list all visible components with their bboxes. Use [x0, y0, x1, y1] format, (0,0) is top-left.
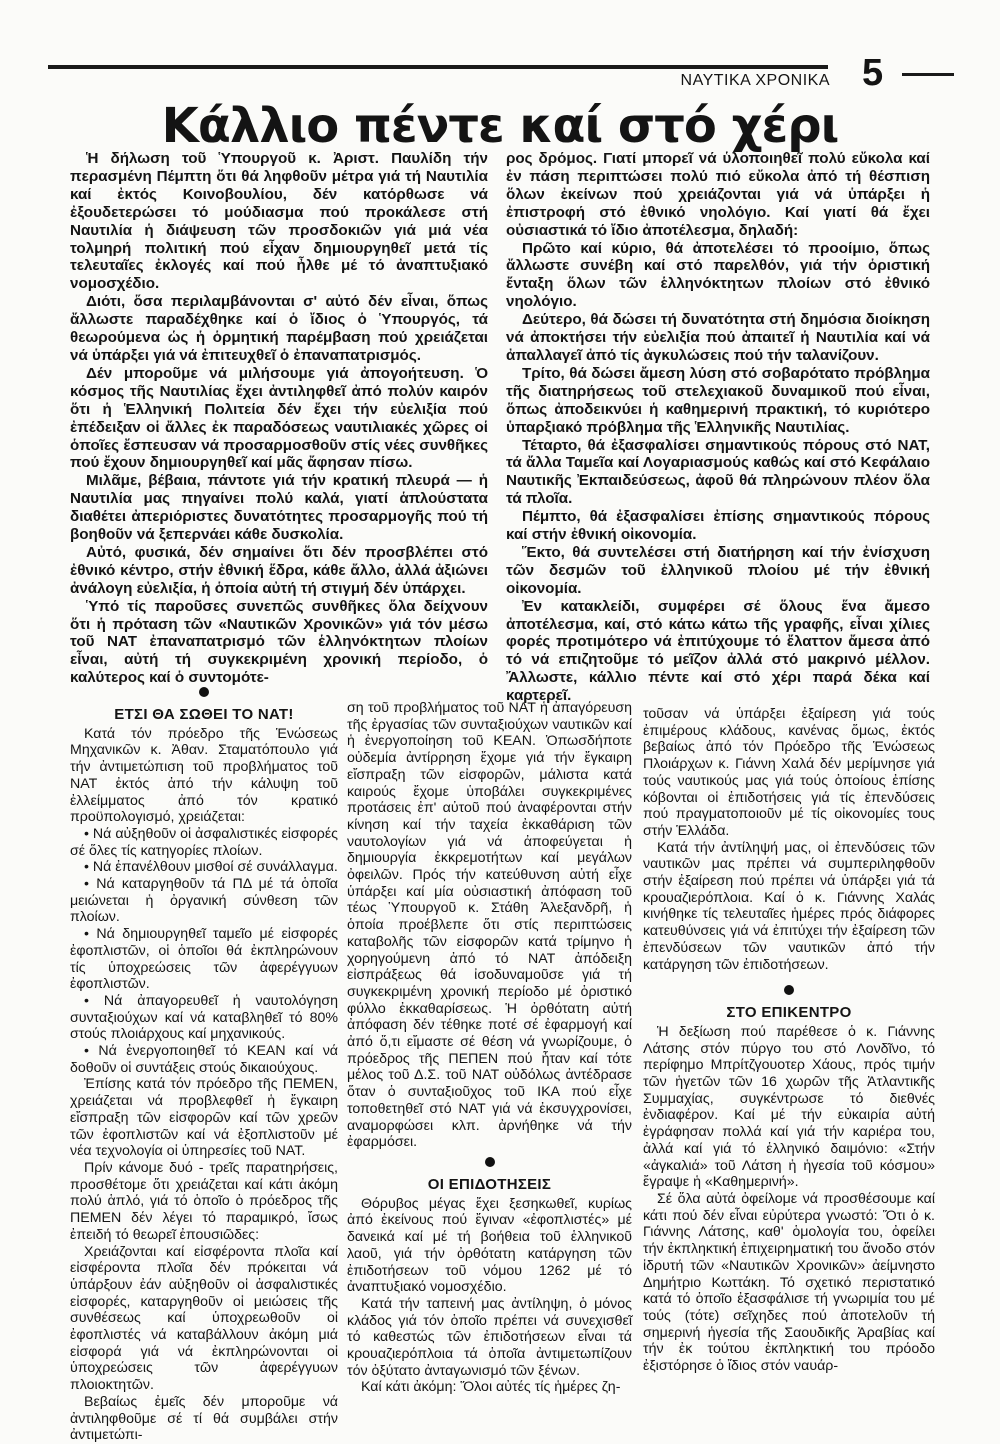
bullet-item: • Νά καταργηθοῦν τά ΠΔ μέ τά ὁποῖα μειώνεται ἡ ὀργανική σύνθεση τῶν πλοίων. [70, 876, 338, 926]
bullet-item: • Νά δημιουργηθεῖ ταμεῖο μέ εἰσφορές ἐφοπλιστῶν, οἱ ὁποῖοι θά ἐκπληρώνουν τίς ὑποχρεώσεις τῶν ἀφερέγγυων ἐφοπλιστῶν. [70, 926, 338, 993]
lead-paragraph: Ἡ δήλωση τοῦ Ὑπουργοῦ κ. Ἀριστ. Παυλίδη τήν περασμένη Πέμπτη ὅτι θά ληφθοῦν μέτρα γιά τή Ναυτιλία καί ἐκτός Κοινοβουλίου, δέν κατόρθωσε νά ἐξουδετερώσει τό μούδιασμα πού προκάλεσε στή Ναυτιλία ἡ διάψευση τῶν προσδοκιῶν γιά μιά νέα τολμηρή πολιτική πού εἶχαν δημιουργηθεῖ μετά τίς τελευταῖες ἐκλογές καί πού ἦλθε μέ τό ἀναπτυξιακό νομοσχέδιο. [70, 150, 488, 293]
bullet-item: • Νά αὐξηθοῦν οἱ ἀσφαλιστικές εἰσφορές σέ ὅλες τίς κατηγορίες πλοίων. [70, 825, 338, 859]
body-paragraph: Ἐπίσης κατά τόν πρόεδρο τῆς ΠΕΜΕΝ, χρειάζεται νά προβλεφθεῖ ἡ ἔγκαιρη εἴσπραξη τῶν εἰσφορῶν καί τῶν χρεῶν τῶν ἐφοπλιστῶν καί νά ἐξοπλιστοῦν μέ νέα τεχνολογία οἱ ὑπηρεσίες τοῦ ΝΑΤ. [70, 1076, 338, 1160]
body-paragraph: Κατά τήν ταπεινή μας ἀντίληψη, ὁ μόνος κλάδος γιά τόν ὁποῖο πρέπει νά συνεχισθεῖ τό καθεστώς τῶν ἐπιδοτήσεων εἶναι τά κρουαζιερόπλοια τά ὁποῖα ἀντιμετωπίζουν τόν ὀξύτατο ἀνταγωνισμό τῶν ξένων. [347, 1295, 632, 1379]
bullet-item: • Νά ἐνεργοποιηθεῖ τό ΚΕΑΝ καί νά δοθοῦν οἱ συντάξεις στούς δικαιούχους. [70, 1043, 338, 1076]
body-paragraph: ση τοῦ προβλήματος τοῦ ΝΑΤ ἡ ἀπαγόρευση τῆς ἐργασίας τῶν συνταξιούχων ναυτικῶν καί ἡ ἐνεργοποίηση τοῦ ΚΕΑΝ. Ὁπωσδήποτε οὐδεμία ἀντίρρηση ἔχομε γιά τήν ἔγκαιρη εἴσπραξη τῶν εἰσφορῶν, μάλιστα κατά καιρούς ἔχομε ὑποβάλει συγκεκριμένες προτάσεις ἐπ' αὐτοῦ πού ἀναφέρονται στήν κίνηση καί τήν ταχεία ἐκκαθάριση τῶν ναυτολογίων γιά νά ἀποφεύγεται ἡ δημιουργία ἐκκρεμοτήτων καί μεγάλων ὀφειλῶν. Πρός τήν κατεύθυνση αὐτή εἶχε ὑπάρξει καί μία οὐσιαστική ἀπόφαση τοῦ τέως Ὑπουργοῦ κ. Στάθη Ἀλεξανδρῆ, ἡ ὁποία προέβλεπε ὅτι στίς περιπτώσεις καταβολῆς τῶν εἰσφορῶν κατά τρίμηνο ἡ χορηγούμενη ἀπό τό ΝΑΤ ἀπόδειξη εἰσπράξεως θά ἰσοδυναμοῦσε γιά τή συγκεκριμένη χρονική περίοδο μέ ὁριστικό φύλλο ἐκκαθαρίσεως. Ἡ ὀρθότατη αὐτή ἀπόφαση δέν τέθηκε ποτέ σέ ἐφαρμογή καί ἀπό ὅ,τι εἴμαστε σέ θέση νά γνωρίζουμε, ὁ πρόεδρος τῆς ΠΕΠΕΝ πού ἦταν καί τότε μέλος τοῦ Δ.Σ. τοῦ ΝΑΤ οὐδόλως ἀντέδρασε ὅταν ὁ συνταξιοῦχος τοῦ ΙΚΑ πού εἶχε τοποθετηθεῖ στό ΝΑΤ γιά νά ἐκσυγχρονίσει, αναμορφώσει κλπ. ἀρνήθηκε νά τήν ἐφαρμόσει. [347, 700, 632, 1151]
bullet-item: • Νά ἐπανέλθουν μισθοί σέ συνάλλαγμα. [84, 859, 338, 876]
section-title-subsidies: ΟΙ ΕΠΙΔΟΤΗΣΕΙΣ [427, 1175, 552, 1193]
lead-paragraph: Δέν μποροῦμε νά μιλήσουμε γιά ἀπογοήτευση. Ὁ κόσμος τῆς Ναυτιλίας ἔχει ἀντιληφθεῖ ἀπό πολύν καιρόν ὅτι ἡ Ἑλληνική Πολιτεία δέν ἔχει τήν εὐελιξία πού ἐπέδειξαν οἱ ἄλλες ἐκ παραδόσεως ναυτιλιακές χῶρες οἱ ὁποῖες ἔσπευσαν νά προσαρμοσθοῦν στίς νέες συνθῆκες πού ἔχουν δημιουργηθεῖ καί μᾶς ἄφησαν πίσω. [70, 364, 488, 472]
lead-paragraph: Διότι, ὅσα περιλαμβάνονται σ' αὐτό δέν εἶναι, ὅπως ἄλλωστε παραδέχθηκε καί ὁ ἴδιος ὁ Ὑπουργός, τά θεωρούμενα ὡς ἡ ὁρμητική παρέμβαση πού χρειάζεται νά ὑπάρξει γιά νά ἐπιτευχθεῖ ὁ ἐπαναπατρισμός. [70, 293, 488, 364]
lead-paragraph: Ὑπό τίς παροῦσες συνεπῶς συνθῆκες ὅλα δείχνουν ὅτι ἡ πρόταση τῶν «Ναυτικῶν Χρονικῶν» γιά τόν μέσω τοῦ ΝΑΤ ἐπαναπατρισμό τῶν ἑλληνόκτητων πλοίων εἶναι, αὐτή τή συγκεκριμένη χρονική περίοδο, ὁ καλύτερος καί ὁ συντομότε- [70, 597, 488, 687]
section-bullet [784, 985, 794, 995]
lead-paragraph: Τρίτο, θά δώσει ἄμεση λύση στό σοβαρότατο πρόβλημα τῆς διατηρήσεως τοῦ στελεχιακοῦ δυναμικοῦ πού εἶναι, ὅπως ἀποδεικνύει ἡ καθημερινή πρακτική, τό κυριότερο ὑπαρξιακό πρόβλημα τῆς Ἑλληνικῆς Ναυτιλίας. [506, 364, 930, 436]
column-3 [643, 706, 935, 1375]
lead-paragraph: Αὐτό, φυσικά, δέν σημαίνει ὅτι δέν προσβλέπει στό ἐθνικό κέντρο, στήν ἐθνική ἕδρα, κάθε ἄλλο, ἀλλά ἀξιώνει ἀνάλογη εὐελιξία, ἡ ὁποία αὐτή τή στιγμή δέν ὑπάρχει. [70, 543, 488, 597]
lead-paragraph: Ἐν κατακλείδι, συμφέρει σέ ὅλους ἕνα ἄμεσο ἀποτέλεσμα, καί, στό κάτω κάτω τῆς γραφῆς, εἶναι χίλιες φορές προτιμότερο νά ἐπιτύχουμε τό ἔλαττον ἄμεσα ἀπό τό νά επιζητοῦμε τό μεῖζον ἀλλά στό μακρινό μέλλον. Ἄλλωστε, κάλλιο πέντε καί στό χέρι παρά δέκα καί καρτερεῖ. [506, 597, 930, 705]
section-bullet [199, 687, 209, 697]
body-paragraph: Θόρυβος μέγας ἔχει ξεσηκωθεῖ, κυρίως ἀπό ἐκείνους πού ἔγιναν «ἐφοπλιστές» μέ δανεικά καί μέ τή βοήθεια τοῦ ἑλληνικοῦ λαοῦ, γιά τήν ὀρθότατη κατάργηση τῶν ἐπιδοτήσεων τοῦ νόμου 1262 μέ τό ἀναπτυξιακό νομοσχέδιο. [347, 1195, 632, 1296]
body-paragraph: Πρίν κάνομε δυό - τρεῖς παρατηρήσεις, προσθέτομε ὅτι χρειάζεται καί κάτι ἀκόμη πολύ ἁπλό, γιά τό ὁποῖο ὁ πρόεδρος τῆς ΠΕΜΕΝ δέν λέγει τό παραμικρό, ἴσως ἐπειδή τό θεωρεῖ ἐπουσιῶδες: [70, 1159, 338, 1243]
lead-paragraph: Πρῶτο καί κύριο, θά ἀποτελέσει τό προοίμιο, ὅπως ἄλλωστε συνέβη καί στό παρελθόν, γιά τήν ὁριστική ἔνταξη ὅλων τῶν ἑλληνόκτητων πλοίων στό ἐθνικό νηολόγιο. [506, 239, 930, 311]
lead-paragraph: ρος δρόμος. Γιατί μπορεῖ νά ὑλοποιηθεῖ πολύ εὔκολα καί ἐν πάση περιπτώσει πολύ πιό εὔκολα ἀπό τή θέσπιση ὅλων ἐκείνων πού χρειάζονται γιά νά ὑπάρξει ἡ ἐπιστροφή στό ἐθνικό νηολόγιο. Καί γιατί θά ἔχει οὐσιαστικά τό ἴδιο ἀποτέλεσμα, δηλαδή: [506, 150, 930, 239]
lead-paragraph: Ἕκτο, θά συντελέσει στή διατήρηση καί τήν ἐνίσχυση τῶν δεσμῶν τοῦ ἑλληνικοῦ πλοίου μέ τήν ἐθνική οἰκονομία. [506, 543, 930, 597]
bullet-item: • Νά ἀπαγορευθεῖ ἡ ναυτολόγηση συνταξιούχων καί νά καταβληθεῖ τό 80% στούς πλοιάρχους καί μηχανικούς. [70, 992, 338, 1043]
lead-paragraph: Μιλᾶμε, βέβαια, πάντοτε γιά τήν κρατική πλευρά — ἡ Ναυτιλία μας πηγαίνει πολύ καλά, γιατί ἁπλούστατα διαθέτει ἀπεριόριστες δυνατότητες προσαρμογῆς πού τή βοηθοῦν νά ξεπερνάει κάθε δυσκολία. [70, 472, 488, 544]
column-1 [70, 687, 338, 1444]
header-rule [48, 65, 828, 69]
body-paragraph: τοῦσαν νά ὑπάρξει ἐξαίρεση γιά τούς ἐπιμέρους κλάδους, κανένας ὅμως, ἐκτός βεβαίως ἀπό τόν Πρόεδρο τῆς Ἑνώσεως Πλοιάρχων κ. Γιάννη Χαλά δέν μερίμνησε γιά τούς ναυτικούς μας γιά τούς ὁποίους ἐπίσης κόβονται οἱ ἐπιδοτήσεις γιά τίς ἐπενδύσεις πού πραγματοποιοῦν μέ τίς οἰκονομίες τους στήν Ἑλλάδα. [643, 706, 935, 839]
body-paragraph: Κατά τήν ἀντίληψή μας, οἱ ἐπενδύσεις τῶν ναυτικῶν μας πρέπει νά συμπεριληφθοῦν στήν ἐξαίρεση πού πρέπει νά ὑπάρξει γιά τά κρουαζιερόπλοια. Καί ὁ κ. Γιάννης Χαλάς κινήθηκε τίς τελευταῖες ἡμέρες πρός διάφορες κατευθύνσεις γιά νά ἐπιτύχει τήν ἐξαίρεση τῶν ἐπενδύσεων τῶν ναυτικῶν ἀπό τήν κατάργηση τῶν ἐπιδοτήσεων. [643, 839, 935, 973]
publication-name: ΝΑΥΤΙΚΑ ΧΡΟΝΙΚΑ [680, 72, 830, 89]
body-paragraph: Σέ ὅλα αὐτά ὀφείλομε νά προσθέσουμε καί κάτι πού δέν εἶναι εὐρύτερα γνωστό: Ὅτι ὁ κ. Γιάννης Λάτσης, καθ' ὁμολογία του, ὀφείλει τήν ἐκπληκτική ἐπιχειρηματική του ἄνοδο στόν ἱδρυτή τῶν «Ναυτικῶν Χρονικῶν» ἀείμνηστο Δημήτριο Κωττάκη. Τό σχετικό περιστατικό κατά τό ὁποῖο ἐξασφάλισε τή γνωριμία του μέ τούς (τότε) σεῖχηδες πού ἀποτελοῦν τή σημερινή ἡγεσία τῆς Σαουδικῆς Ἀραβίας καί τήν ἐκ τούτου ἐκπληκτική του πρόοδο ἐξιστόρησε ὁ ἴδιος στόν ναυάρ- [643, 1190, 935, 1375]
section-title-nat: ΕΤΣΙ ΘΑ ΣΩΘΕΙ ΤΟ ΝΑΤ! [114, 706, 294, 723]
body-paragraph: Βεβαίως ἐμεῖς δέν μποροῦμε νά ἀντιληφθοῦμε σέ τί θά συμβάλει στήν ἀντιμετώπι- [70, 1393, 338, 1444]
lead-article-right-column [506, 150, 930, 705]
section-bullet [485, 1157, 495, 1167]
body-paragraph: Ἡ δεξίωση πού παρέθεσε ὁ κ. Γιάννης Λάτσης στόν πύργο του στό Λονδῖνο, τό περίφημο Μπρίτζγουοτερ Χάους, πρός τιμήν τῶν ἡγετῶν τῶν 16 χωρῶν τῆς Ἀτλαντικῆς Συμμαχίας, συγκέντρωσε τό διεθνές ἐνδιαφέρον. Καί μέ τήν εὐκαιρία αὐτή ἐγράφησαν πολλά καί γιά τήν καριέρα του, ἀλλά καί γιά τό ἑλληνικό δαιμόνιο: «Στήν «ἀγκαλιά» τοῦ Λάτση ἡ ἡγεσία τοῦ κόσμου» ἔγραψε ἡ «Καθημερινή». [643, 1023, 935, 1191]
header-rule-short [902, 73, 954, 76]
headline: Κάλλιο πέντε καί στό χέρι [161, 98, 839, 154]
page-number: 5 [862, 52, 884, 94]
body-paragraph: Καί κάτι ἀκόμη: Ὅλοι αὐτές τίς ἡμέρες ζη- [361, 1379, 621, 1396]
body-paragraph: Χρειάζονται καί εἰσφέροντα πλοῖα καί εἰσφέροντα πλοῖα δέν πρόκειται νά ὑπάρξουν ἐάν αὐξηθοῦν οἱ ἀσφαλιστικές εἰσφορές, καταργηθοῦν οἱ μειώσεις τῆς συνθέσεως καί ὑποχρεωθοῦν οἱ ἐφοπλιστές νά καταβάλλουν ἀκόμη μιά εἰσφορά γιά νά ἐκπληρώνονται οἱ ὑποχρεώσεις τῶν ἀφερέγγυων πλοιοκτητῶν. [70, 1243, 338, 1394]
body-paragraph: Κατά τόν πρόεδρο τῆς Ἑνώσεως Μηχανικῶν κ. Ἀθαν. Σταματόπουλο γιά τήν ἀντιμετώπιση τοῦ προβλήματος τοῦ ΝΑΤ ἐκτός ἀπό τήν κάλυψη τοῦ ἐλλείμματος ἀπό τόν κρατικό προϋπολογισμό, χρειάζεται: [70, 725, 338, 826]
lead-paragraph: Δεύτερο, θά δώσει τή δυνατότητα στή δημόσια διοίκηση νά ἀποκτήσει τήν εὐελιξία πού ἀπαιτεῖ ἡ Ναυτιλία καί νά ἀπαλλαγεῖ ἀπό τίς ἀγκυλώσεις πού τήν ταλανίζουν. [506, 311, 930, 364]
lead-article-left-column [70, 150, 488, 687]
lead-paragraph: Τέταρτο, θά ἐξασφαλίσει σημαντικούς πόρους στό ΝΑΤ, τά ἄλλα Ταμεῖα καί Λογαριασμούς καθώς καί στό Κεφάλαιο Ναυτικῆς Ἐκπαιδεύσεως, ἀφοῦ θά πληρώνουν πλέον ὅλα τά πλοῖα. [506, 436, 930, 508]
lead-paragraph: Πέμπτο, θά ἐξασφαλίσει ἐπίσης σημαντικούς πόρους καί στήν ἐθνική οἰκονομία. [506, 508, 930, 544]
column-2 [347, 700, 632, 1396]
section-title-focus: ΣΤΟ ΕΠΙΚΕΝΤΡΟ [726, 1004, 852, 1022]
